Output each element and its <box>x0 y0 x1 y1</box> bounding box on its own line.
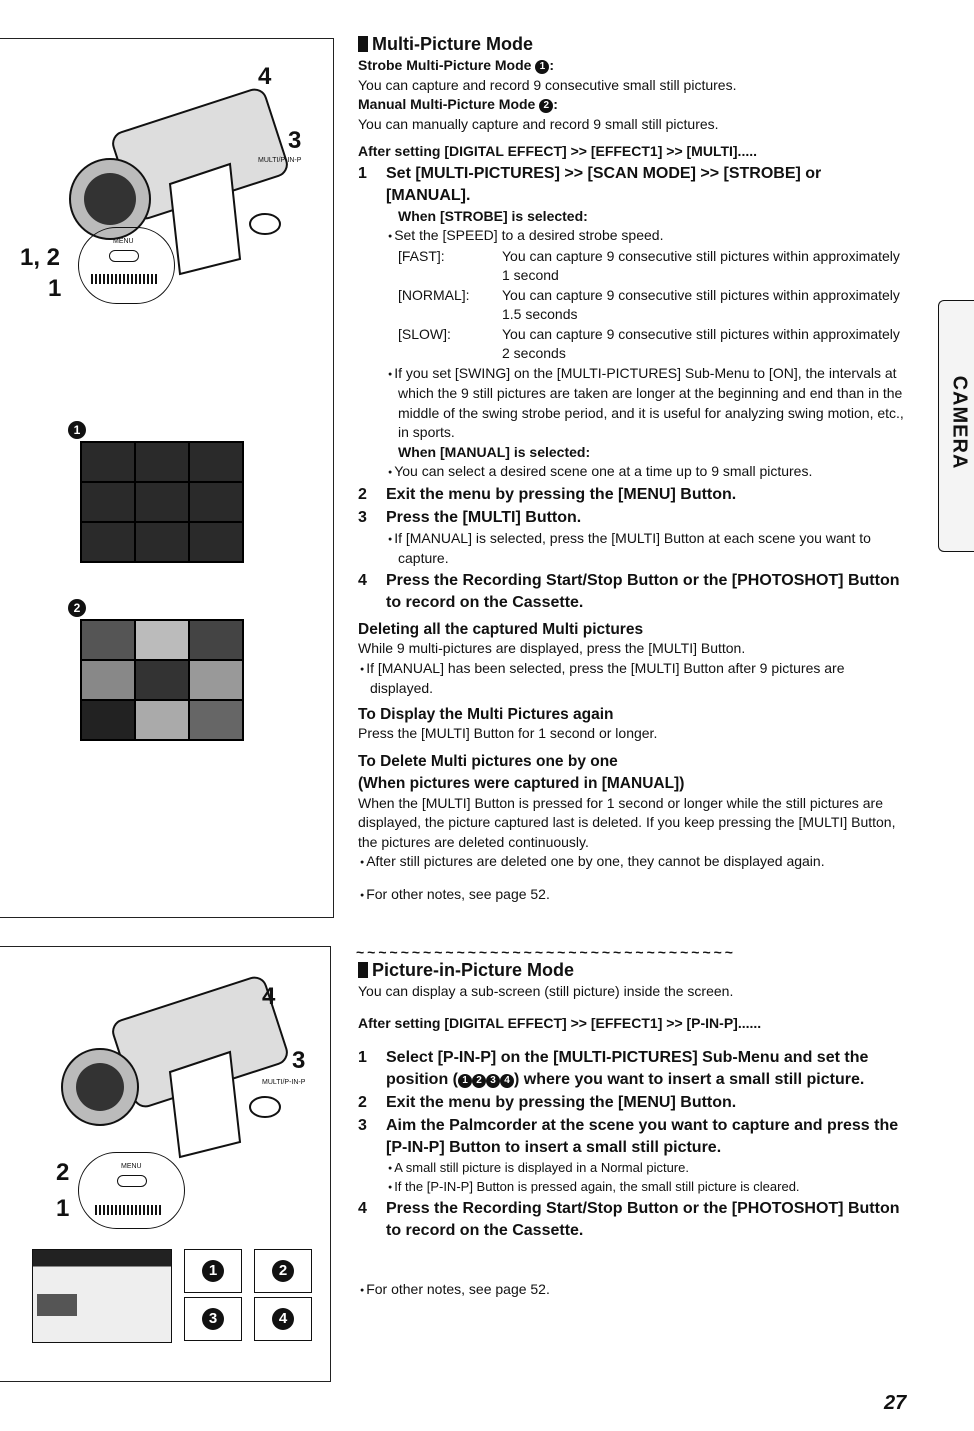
term: [SLOW]: <box>398 325 451 342</box>
multi-picture-section <box>358 32 906 905</box>
term: [NORMAL]: <box>398 286 470 303</box>
label-3: 3 <box>292 1047 306 1074</box>
title-text: Multi-Picture Mode <box>372 34 533 54</box>
menu-button <box>117 1175 147 1187</box>
label-4: 4 <box>258 63 272 90</box>
definition: You can capture 9 consecutive still pictures within approximately 2 seconds <box>502 325 900 361</box>
section-title <box>358 32 906 56</box>
title-text: Picture-in-Picture Mode <box>372 960 575 980</box>
bullet: ● You can select a desired scene one at a time up to 9 small pictures. <box>358 462 906 483</box>
heading-text: Strobe Multi-Picture Mode <box>358 57 532 73</box>
delete-one-subheading: (When pictures were captured in [MANUAL]) <box>358 775 685 792</box>
heading-text: Manual Multi-Picture Mode <box>358 96 536 112</box>
display-again-heading: To Display the Multi Pictures again <box>358 705 614 723</box>
position-3 <box>184 1297 242 1341</box>
step-text: Press the Recording Start/Stop Button or the [PHOTOSHOT] Button to record on the Cassette. <box>386 1200 900 1239</box>
section-divider: ~~~~~~~~~~~~~~~~~~~~~~~~~~~~~~~~~~ <box>356 944 736 960</box>
step-number: 2 <box>358 485 367 503</box>
step-1 <box>358 163 906 207</box>
step-text: Press the Recording Start/Stop Button or the [PHOTOSHOT] Button to record on the Cassette. <box>386 571 900 611</box>
label-1: 1 <box>56 1195 70 1222</box>
step-text: Exit the menu by pressing the [MENU] Button. <box>386 1094 737 1111</box>
display-again-text: Press the [MULTI] Button for 1 second or longer. <box>358 725 658 741</box>
definition: You can capture 9 consecutive still pictures within approximately 1 second <box>502 247 900 283</box>
position-4 <box>254 1297 312 1341</box>
definition: You can capture 9 consecutive still pictures within approximately 1.5 seconds <box>502 286 900 322</box>
circle-number: 1 <box>458 1074 472 1088</box>
step-number: 1 <box>358 1049 367 1066</box>
heading-marker <box>358 962 368 978</box>
intro-text: You can display a sub-screen (still picture) inside the screen. <box>358 983 734 999</box>
multi-button-label: MULTI/P-IN-P <box>262 1079 306 1086</box>
step-text: Select [P-IN-P] on the [MULTI-PICTURES] Sub-Menu and set the position ( <box>386 1049 869 1088</box>
manual-heading: Manual Multi-Picture Mode 2 : <box>358 96 558 112</box>
delete-all-text: While 9 multi-pictures are displayed, press the [MULTI] Button. <box>358 640 746 656</box>
after-setting: After setting [DIGITAL EFFECT] >> [EFFECT1] >> [P-IN-P]...... <box>358 1014 762 1031</box>
section-title <box>358 958 906 982</box>
figure-1-marker <box>68 421 86 440</box>
step-number: 4 <box>358 571 367 589</box>
circle-number: 2 <box>68 599 86 617</box>
multi-button-label: MULTI/P-IN-P <box>258 157 302 164</box>
sub-screen <box>37 1294 77 1316</box>
menu-callout <box>78 227 175 304</box>
step-2 <box>358 484 906 506</box>
bullet: ● If the [P-IN-P] Button is pressed again, the small still picture is cleared. <box>358 1178 906 1197</box>
menu-label: MENU <box>121 1163 142 1170</box>
pip-section <box>358 958 906 1301</box>
when-manual: When [MANUAL] is selected: <box>398 443 591 460</box>
position-2 <box>254 1249 312 1293</box>
step-number: 4 <box>358 1200 367 1217</box>
strobe-multi-picture-image <box>80 441 244 563</box>
term: [FAST]: <box>398 247 445 264</box>
section-tab-label: CAMERA <box>948 375 971 470</box>
pip-example-image <box>32 1249 172 1343</box>
section-tab-camera <box>938 300 974 552</box>
label-2: 2 <box>56 1159 70 1186</box>
step-2 <box>358 1092 906 1114</box>
notes: ● For other notes, see page 52. <box>358 1280 906 1301</box>
step-4 <box>358 570 906 614</box>
after-setting: After setting [DIGITAL EFFECT] >> [EFFECT1] >> [MULTI]..... <box>358 143 758 159</box>
illustration-panel-multi <box>0 38 334 918</box>
step-number: 3 <box>358 508 367 526</box>
manual-multi-picture-image <box>80 619 244 741</box>
position-number: 2 <box>272 1260 294 1282</box>
strobe-text: You can capture and record 9 consecutive small still pictures. <box>358 76 737 93</box>
delete-one-heading: To Delete Multi pictures one by one <box>358 752 618 770</box>
step-text: Press the [MULTI] Button. <box>386 508 582 526</box>
menu-label: MENU <box>113 238 134 245</box>
bullet: ● If you set [SWING] on the [MULTI-PICTURES] Sub-Menu to [ON], the intervals at which the 9 still pictures are taken are longer at the beginning and end than in the middle of the swing strobe period, and it is useful for analyzing swing motion, etc., in sports. <box>358 364 906 443</box>
when-strobe: When [STROBE] is selected: <box>398 207 588 224</box>
step-3 <box>358 1115 906 1159</box>
step-number: 2 <box>358 1094 367 1111</box>
step-text: Aim the Palmcorder at the scene you want to capture and press the [P-IN-P] Button to insert a small still picture. <box>386 1117 899 1156</box>
step-text: Set [MULTI-PICTURES] >> [SCAN MODE] >> [STROBE] or [MANUAL]. <box>386 164 822 204</box>
step-text: ) where you want to insert a small still picture. <box>513 1071 865 1088</box>
strobe-heading: Strobe Multi-Picture Mode 1 : <box>358 57 555 73</box>
step-number: 1 <box>358 164 367 182</box>
step-1 <box>358 1047 906 1091</box>
position-number: 4 <box>272 1308 294 1330</box>
step-3 <box>358 507 906 529</box>
bullet: ● After still pictures are deleted one by one, they cannot be displayed again. <box>358 852 906 873</box>
figure-2-marker <box>68 599 86 618</box>
label-1: 1 <box>48 275 62 302</box>
speed-fast <box>358 247 906 286</box>
label-3: 3 <box>288 127 302 154</box>
circle-number: 1 <box>535 60 549 74</box>
step-4 <box>358 1198 906 1242</box>
delete-one-text: When the [MULTI] Button is pressed for 1 second or longer while the still pictures are displayed, the picture captured last is deleted. If you keep pressing the [MULTI] Button, the pictures are deleted continuously. <box>358 794 896 850</box>
label-1-2: 1, 2 <box>20 244 61 271</box>
dial-strip <box>95 1205 163 1215</box>
page-number: 27 <box>884 1392 907 1414</box>
delete-all-heading: Deleting all the captured Multi pictures <box>358 620 644 638</box>
menu-callout <box>78 1152 185 1229</box>
step-text: Exit the menu by pressing the [MENU] Button. <box>386 485 737 503</box>
circle-number: 1 <box>68 421 86 439</box>
manual-text: You can manually capture and record 9 small still pictures. <box>358 115 719 132</box>
bullet: ● Set the [SPEED] to a desired strobe speed. <box>358 226 906 247</box>
notes: ● For other notes, see page 52. <box>358 885 906 906</box>
bullet: ● A small still picture is displayed in a Normal picture. <box>358 1159 906 1178</box>
speed-normal <box>358 286 906 325</box>
illustration-panel-pip <box>0 946 331 1382</box>
dial-strip <box>91 274 159 284</box>
circle-number: 3 <box>486 1074 500 1088</box>
heading-marker <box>358 36 368 52</box>
step-number: 3 <box>358 1117 367 1134</box>
menu-button <box>109 250 139 262</box>
bullet: ● If [MANUAL] is selected, press the [MULTI] Button at each scene you want to capture. <box>358 529 906 569</box>
position-number: 3 <box>202 1308 224 1330</box>
speed-slow <box>358 325 906 364</box>
circle-number: 4 <box>500 1074 514 1088</box>
position-number: 1 <box>202 1260 224 1282</box>
bullet: ● If [MANUAL] has been selected, press the [MULTI] Button after 9 pictures are displayed. <box>358 659 906 699</box>
circle-number: 2 <box>539 99 553 113</box>
label-4: 4 <box>262 983 276 1010</box>
circle-number: 2 <box>472 1074 486 1088</box>
position-1 <box>184 1249 242 1293</box>
